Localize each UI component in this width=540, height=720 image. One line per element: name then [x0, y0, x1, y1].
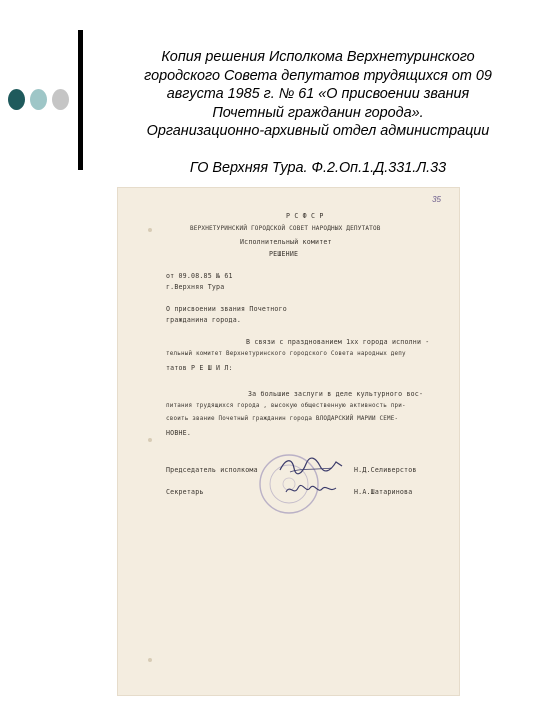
doc-header-rsfsr: Р С Ф С Р [286, 212, 324, 220]
signatory-title: Председатель исполкома [166, 466, 258, 474]
doc-place: г.Верхняя Тура [166, 283, 225, 291]
caption-line: августа 1985 г. № 61 «О присвоении звания [166, 86, 470, 102]
caption-line: Организационно-архивный отдел администрации [146, 123, 490, 139]
doc-resolution-line: НОВНЕ. [166, 429, 192, 437]
doc-resolution-line: своить звание Почетный гражданин города ВЛОДАРСКИЙ МАРИИ СЕМЕ- [166, 416, 399, 422]
signatory-title: Секретарь [166, 488, 204, 496]
doc-date: от 09.08.85 № 61 [166, 272, 233, 280]
bullet-dot-dark [8, 89, 25, 110]
doc-preamble-line: В связи с празднованием 1хх города исполни - [246, 338, 430, 346]
chairman-signature [276, 454, 346, 478]
doc-subject-line: гражданина города. [166, 316, 242, 324]
doc-header-council: ВЕРХНЕТУРИНСКИЙ ГОРОДСКОЙ СОВЕТ НАРОДНЫХ ДЕПУТАТОВ [190, 225, 381, 232]
page-number: 35 [432, 195, 441, 204]
accent-bar [78, 30, 83, 170]
bullet-dot-grey [52, 89, 69, 110]
doc-header-decision: РЕШЕНИЕ [269, 250, 299, 258]
punch-hole [148, 438, 152, 442]
signatory-name: Н.Д.Селиверстов [354, 466, 417, 474]
punch-hole [148, 658, 152, 662]
doc-preamble-line: тельный комитет Верхнетуринского городского Совета народных депу [166, 351, 406, 357]
doc-subject-line: О присвоении звания Почетного [166, 305, 287, 313]
doc-resolution-line: питания трудящихся города , высокую общественную активность при- [166, 403, 406, 409]
slide-caption [118, 48, 518, 177]
scanned-document [118, 188, 459, 695]
caption-line: Почетный гражданин города». [212, 104, 424, 121]
archive-reference: ГО Верхняя Тура. Ф.2.Оп.1.Д.331.Л.33 [189, 159, 447, 176]
bullet-dot-light [30, 89, 47, 110]
punch-hole [148, 228, 152, 232]
doc-header-committee: Исполнительный комитет [240, 238, 332, 246]
doc-resolution-line: За большие заслуги в деле культурного вос- [248, 390, 424, 398]
doc-preamble-line: татов Р Е Ш И Л: [166, 364, 233, 372]
caption-line: городского Совета депутатов трудящихся от 09 [144, 67, 492, 84]
secretary-signature [282, 480, 342, 500]
signatory-name: Н.А.Шатаринова [354, 488, 413, 496]
caption-line: Копия решения Исполкома Верхнетуринского [161, 49, 475, 65]
